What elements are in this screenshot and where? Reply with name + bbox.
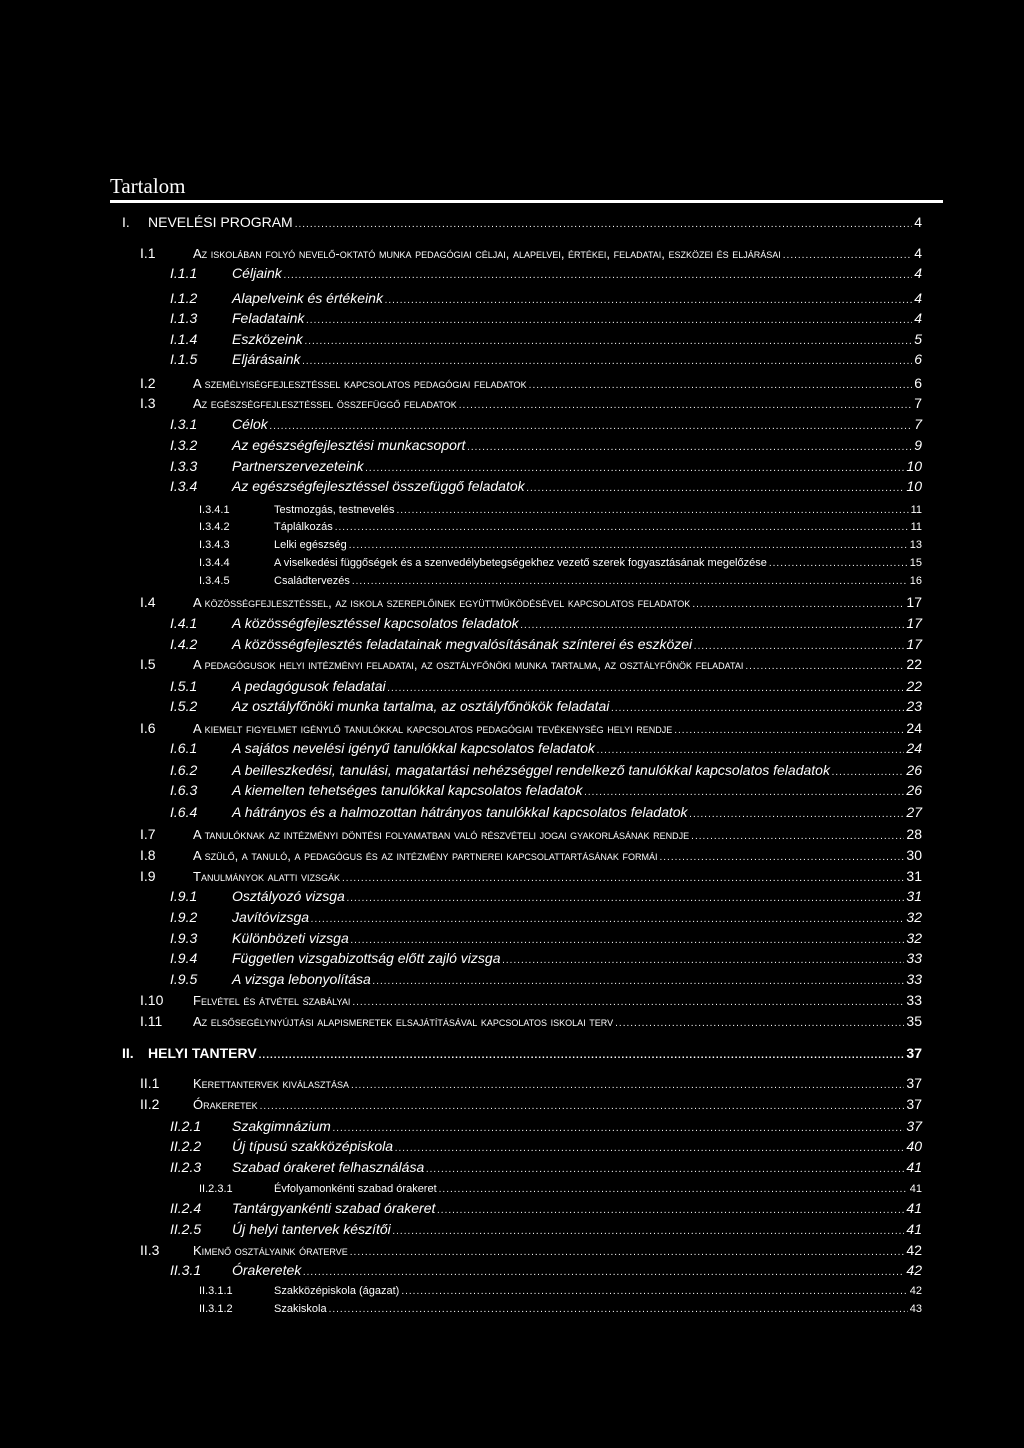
toc-entry-page: 22 xyxy=(906,678,922,694)
toc-entry-title: Partnerszervezeteink xyxy=(232,458,364,474)
toc-entry-title: Új helyi tantervek készítői xyxy=(232,1221,391,1237)
toc-entry-number: I.1.5 xyxy=(170,351,198,367)
toc-dot-leader xyxy=(521,616,905,636)
toc-entry[interactable] xyxy=(140,845,922,865)
toc-entry-title: Testmozgás, testnevelés xyxy=(274,504,395,516)
toc-entry-number: I.3.4 xyxy=(170,478,198,494)
toc-entry[interactable] xyxy=(122,1043,922,1063)
toc-entry-page: 16 xyxy=(909,575,922,587)
toc-dot-leader xyxy=(611,699,904,719)
toc-entry-page: 4 xyxy=(914,265,922,281)
toc-dot-leader xyxy=(352,572,908,592)
toc-entry[interactable] xyxy=(140,866,922,886)
toc-entry-title: A hátrányos és a halmozottan hátrányos tanulókkal kapcsolatos feladatok xyxy=(232,804,688,820)
toc-entry-number: I.10 xyxy=(140,992,164,1008)
toc-dot-leader xyxy=(329,1300,908,1320)
toc-entry-number: II.2.1 xyxy=(170,1118,202,1134)
toc-entry[interactable] xyxy=(170,907,922,927)
toc-entry[interactable] xyxy=(170,696,922,716)
toc-entry[interactable] xyxy=(199,1299,922,1319)
toc-entry-title: A vizsga lebonyolítása xyxy=(232,971,371,987)
toc-entry[interactable] xyxy=(170,928,922,948)
toc-dot-leader xyxy=(295,215,913,235)
toc-entry[interactable] xyxy=(170,1157,922,1177)
toc-entry-title: A beilleszkedési, tanulási, magatartási nehézséggel rendelkező tanulókkal kapcsolatos feladatok xyxy=(232,762,830,778)
toc-dot-leader xyxy=(437,1201,904,1221)
toc-entry-title: Kimenő osztályaink óraterve xyxy=(193,1243,348,1258)
toc-entry-number: I.7 xyxy=(140,826,156,842)
toc-entry-page: 13 xyxy=(909,539,922,551)
toc-entry-title: Célok xyxy=(232,416,268,432)
toc-entry-title: Tanulmányok alatti vizsgák xyxy=(193,869,341,884)
toc-entry[interactable] xyxy=(140,373,922,393)
toc-entry-number: I.6.4 xyxy=(170,804,198,820)
toc-dot-leader xyxy=(395,1139,904,1159)
toc-entry-page: 42 xyxy=(906,1242,922,1258)
toc-entry-number: I.4 xyxy=(140,594,156,610)
toc-entry-title: Szakiskola xyxy=(274,1303,327,1315)
toc-entry-page: 27 xyxy=(906,804,922,820)
toc-entry[interactable] xyxy=(140,990,922,1010)
toc-entry-title: Új típusú szakközépiskola xyxy=(232,1138,394,1154)
toc-dot-leader xyxy=(284,266,912,286)
toc-entry-title: Szakgimnázium xyxy=(232,1118,331,1134)
toc-entry[interactable] xyxy=(170,886,922,906)
toc-entry-title: Az egészségfejlesztési munkacsoport xyxy=(232,437,466,453)
toc-entry[interactable] xyxy=(170,349,922,369)
toc-entry-number: I.5.2 xyxy=(170,698,198,714)
toc-entry-number: I.9.3 xyxy=(170,930,198,946)
toc-entry[interactable] xyxy=(140,654,922,674)
toc-entry-title: Az egészségfejlesztéssel összefüggő feladatok xyxy=(232,478,525,494)
toc-entry-number: I.1.3 xyxy=(170,310,198,326)
toc-entry-page: 17 xyxy=(906,615,922,631)
toc-entry-number: II.2.2 xyxy=(170,1138,202,1154)
toc-entry-number: II. xyxy=(122,1045,134,1061)
toc-entry-number: I.1.2 xyxy=(170,290,198,306)
toc-entry-number: I.9.5 xyxy=(170,971,198,987)
toc-entry-page: 11 xyxy=(910,504,922,516)
toc-entry-page: 22 xyxy=(906,656,922,672)
toc-entry-number: I.5.1 xyxy=(170,678,198,694)
toc-dot-leader xyxy=(584,783,904,803)
toc-entry-number: I.6.1 xyxy=(170,740,198,756)
toc-entry-page: 4 xyxy=(914,214,922,230)
toc-entry-title: Feladataink xyxy=(232,310,305,326)
toc-entry-number: I.9.2 xyxy=(170,909,198,925)
toc-entry-number: I.3.4.5 xyxy=(199,575,230,587)
toc-entry[interactable] xyxy=(140,393,922,413)
toc-dot-leader xyxy=(691,827,904,847)
toc-entry-page: 17 xyxy=(906,594,922,610)
toc-entry-page: 4 xyxy=(914,245,922,261)
toc-entry[interactable] xyxy=(170,1219,922,1239)
toc-entry-title: Órakeretek xyxy=(193,1097,258,1112)
toc-entry-page: 41 xyxy=(906,1159,922,1175)
toc-dot-leader xyxy=(459,396,912,416)
toc-entry[interactable] xyxy=(140,1011,922,1031)
toc-dot-leader xyxy=(311,910,904,930)
toc-entry-title: Az iskolában folyó nevelő-oktató munka pedagógiai céljai, alapelvei, értékei, feladatai, eszközei és eljárásai xyxy=(193,246,781,261)
toc-entry-title: HELYI TANTERV xyxy=(148,1045,257,1061)
toc-entry-number: I.6 xyxy=(140,720,156,736)
toc-entry-page: 24 xyxy=(906,720,922,736)
toc-entry-title: A szülő, a tanuló, a pedagógus és az intézmény partnerei kapcsolattartásának formái xyxy=(193,848,658,863)
toc-entry-page: 33 xyxy=(906,971,922,987)
toc-entry-page: 11 xyxy=(910,521,922,533)
toc-dot-leader xyxy=(259,1046,905,1066)
toc-entry-page: 37 xyxy=(906,1075,922,1091)
toc-entry-title: A kiemelten tehetséges tanulókkal kapcsolatos feladatok xyxy=(232,782,583,798)
toc-entry[interactable] xyxy=(170,414,922,434)
toc-entry-number: II.1 xyxy=(140,1075,160,1091)
toc-dot-leader xyxy=(597,741,904,761)
toc-entry-page: 41 xyxy=(906,1200,922,1216)
toc-dot-leader xyxy=(439,1180,908,1200)
toc-entry-title: A viselkedési függőségek és a szenvedélybetegségekhez vezető szerek fogyasztásának megelőzése xyxy=(274,557,767,569)
toc-entry[interactable] xyxy=(199,1179,922,1199)
toc-entry-number: II.3.1.1 xyxy=(199,1285,233,1297)
toc-dot-leader xyxy=(467,438,912,458)
toc-entry-number: II.2.5 xyxy=(170,1221,202,1237)
toc-entry[interactable] xyxy=(170,802,922,822)
toc-entry-page: 37 xyxy=(906,1118,922,1134)
toc-entry[interactable] xyxy=(170,1116,922,1136)
toc-entry-number: I.3.4.1 xyxy=(199,504,230,516)
toc-entry[interactable] xyxy=(170,329,922,349)
toc-dot-leader xyxy=(260,1097,905,1117)
toc-entry-page: 37 xyxy=(906,1096,922,1112)
toc-entry-page: 6 xyxy=(914,351,922,367)
toc-dot-leader xyxy=(690,805,905,825)
page-title: Tartalom xyxy=(110,174,186,198)
toc-entry-page: 9 xyxy=(914,437,922,453)
toc-entry-title: Órakeretek xyxy=(232,1262,302,1278)
toc-entry-page: 6 xyxy=(914,375,922,391)
toc-entry[interactable] xyxy=(170,613,922,633)
toc-entry-number: I.3.4.4 xyxy=(199,557,230,569)
toc-entry-page: 28 xyxy=(906,826,922,842)
toc-entry-page: 33 xyxy=(906,950,922,966)
toc-entry-page: 23 xyxy=(906,698,922,714)
toc-entry-number: I.9.4 xyxy=(170,950,198,966)
toc-entry-title: Alapelveink és értékeink xyxy=(232,290,383,306)
toc-dot-leader xyxy=(527,479,905,499)
toc-entry-title: Szabad órakeret felhasználása xyxy=(232,1159,425,1175)
toc-entry-page: 35 xyxy=(906,1013,922,1029)
toc-entry-page: 31 xyxy=(906,888,922,904)
toc-entry-number: I.5 xyxy=(140,656,156,672)
toc-entry-page: 26 xyxy=(906,762,922,778)
toc-entry-number: I. xyxy=(122,214,130,230)
toc-entry[interactable] xyxy=(199,535,922,555)
toc-entry[interactable] xyxy=(199,1281,922,1301)
toc-entry[interactable] xyxy=(170,634,922,654)
toc-dot-leader xyxy=(615,1014,904,1034)
toc-entry[interactable] xyxy=(170,738,922,758)
toc-entry-title: A pedagógusok helyi intézményi feladatai, az osztályfőnöki munka tartalma, az osztályfőnök feladatai xyxy=(193,657,744,672)
toc-entry-page: 30 xyxy=(906,847,922,863)
toc-entry-page: 10 xyxy=(906,458,922,474)
toc-dot-leader xyxy=(373,972,905,992)
toc-entry-number: I.4.2 xyxy=(170,636,198,652)
toc-entry-page: 4 xyxy=(914,310,922,326)
toc-entry-page: 10 xyxy=(906,478,922,494)
toc-entry-page: 37 xyxy=(906,1045,922,1061)
toc-dot-leader xyxy=(270,417,912,437)
toc-entry-title: A személyiségfejlesztéssel kapcsolatos pedagógiai feladatok xyxy=(193,376,527,391)
toc-entry-number: I.6.2 xyxy=(170,762,198,778)
toc-entry[interactable] xyxy=(140,1094,922,1114)
toc-entry-number: I.3.4.3 xyxy=(199,539,230,551)
toc-dot-leader xyxy=(347,889,905,909)
toc-entry-page: 43 xyxy=(909,1303,922,1315)
toc-entry[interactable] xyxy=(170,1260,922,1280)
toc-entry-title: Az osztályfőnöki munka tartalma, az osztályfőnökök feladatai xyxy=(232,698,610,714)
toc-dot-leader xyxy=(303,1263,904,1283)
toc-dot-leader xyxy=(351,1076,904,1096)
toc-dot-leader xyxy=(302,352,912,372)
toc-entry-number: II.3.1.2 xyxy=(199,1303,233,1315)
toc-entry-number: I.3.1 xyxy=(170,416,198,432)
toc-entry-number: II.3 xyxy=(140,1242,160,1258)
toc-entry-number: II.3.1 xyxy=(170,1262,202,1278)
toc-entry-title: Javítóvizsga xyxy=(232,909,310,925)
toc-entry-number: I.1 xyxy=(140,245,156,261)
toc-entry[interactable] xyxy=(170,1198,922,1218)
toc-entry-title: A kiemelt figyelmet igénylő tanulókkal kapcsolatos pedagógiai tevékenység helyi rendje xyxy=(193,721,673,736)
toc-entry-number: II.2 xyxy=(140,1096,160,1112)
toc-entry-title: A közösségfejlesztéssel kapcsolatos feladatok xyxy=(232,615,519,631)
toc-entry[interactable] xyxy=(170,456,922,476)
toc-entry-page: 26 xyxy=(906,782,922,798)
toc-entry[interactable] xyxy=(140,1240,922,1260)
toc-entry-title: Eljárásaink xyxy=(232,351,301,367)
toc-entry[interactable] xyxy=(170,435,922,455)
toc-entry-title: Független vizsgabizottság előtt zajló vizsga xyxy=(232,950,501,966)
toc-entry[interactable] xyxy=(170,948,922,968)
toc-entry-title: Osztályozó vizsga xyxy=(232,888,345,904)
toc-entry-number: I.11 xyxy=(140,1013,163,1029)
toc-entry-page: 41 xyxy=(906,1221,922,1237)
toc-entry-number: I.3 xyxy=(140,395,156,411)
toc-dot-leader xyxy=(659,848,904,868)
toc-entry-title: Évfolyamonkénti szabad órakeret xyxy=(274,1183,437,1195)
toc-entry[interactable] xyxy=(199,517,922,537)
toc-entry-page: 5 xyxy=(914,331,922,347)
toc-entry-page: 33 xyxy=(906,992,922,1008)
toc-entry[interactable] xyxy=(170,1136,922,1156)
toc-entry-title: A pedagógusok feladatai xyxy=(232,678,386,694)
toc-entry-title: A tanulóknak az intézményi döntési folyamatban való részvételi jogai gyakorlásának rendje xyxy=(193,827,690,842)
toc-entry[interactable] xyxy=(170,969,922,989)
toc-entry[interactable] xyxy=(199,571,922,591)
toc-entry-title: Lelki egészség xyxy=(274,539,347,551)
toc-entry-title: Felvétel és átvétel szabályai xyxy=(193,993,351,1008)
toc-entry-title: Kerettantervek kiválasztása xyxy=(193,1076,349,1091)
toc-entry-page: 41 xyxy=(909,1183,922,1195)
toc-entry[interactable] xyxy=(140,592,922,612)
toc-dot-leader xyxy=(393,1222,905,1242)
toc-entry-page: 7 xyxy=(914,395,922,411)
toc-entry[interactable] xyxy=(170,780,922,800)
toc-dot-leader xyxy=(306,311,912,331)
toc-entry-page: 32 xyxy=(906,930,922,946)
toc-entry-page: 24 xyxy=(906,740,922,756)
toc-dot-leader xyxy=(502,951,904,971)
toc-entry-title: A sajátos nevelési igényű tanulókkal kapcsolatos feladatok xyxy=(232,740,595,756)
toc-entry-number: I.1.1 xyxy=(170,265,198,281)
toc-entry-title: Az egészségfejlesztéssel összefüggő feladatok xyxy=(193,396,457,411)
toc-entry-number: I.9.1 xyxy=(170,888,198,904)
toc-entry[interactable] xyxy=(122,212,922,232)
toc-entry-title: Céljaink xyxy=(232,265,282,281)
toc-entry-page: 4 xyxy=(914,290,922,306)
toc-entry[interactable] xyxy=(170,288,922,308)
toc-entry-title: Tantárgyankénti szabad órakeret xyxy=(232,1200,436,1216)
toc-entry-title: Táplálkozás xyxy=(274,521,333,533)
toc-entry[interactable] xyxy=(170,760,922,780)
toc-entry[interactable] xyxy=(199,553,922,573)
toc-entry-number: I.8 xyxy=(140,847,156,863)
toc-entry[interactable] xyxy=(170,308,922,328)
toc-entry-number: I.3.4.2 xyxy=(199,521,230,533)
toc-entry-page: 42 xyxy=(909,1285,922,1297)
toc-entry-page: 32 xyxy=(906,909,922,925)
toc-entry-page: 31 xyxy=(906,868,922,884)
toc-entry[interactable] xyxy=(170,476,922,496)
toc-entry-title: A közösségfejlesztéssel, az iskola szereplőinek együttműködésével kapcsolatos feladatok xyxy=(193,595,691,610)
toc-entry-page: 15 xyxy=(909,557,922,569)
toc-entry-title: Eszközeink xyxy=(232,331,303,347)
toc-entry-number: I.9 xyxy=(140,868,156,884)
toc-entry-number: I.3.3 xyxy=(170,458,198,474)
toc-entry-page: 17 xyxy=(906,636,922,652)
toc-entry-number: II.2.3.1 xyxy=(199,1183,233,1195)
toc-entry-page: 40 xyxy=(906,1138,922,1154)
toc-entry-number: II.2.4 xyxy=(170,1200,202,1216)
toc-entry-page: 42 xyxy=(906,1262,922,1278)
toc-entry-title: A közösségfejlesztés feladatainak megvalósításának színterei és eszközei xyxy=(232,636,693,652)
toc-entry-title: Szakközépiskola (ágazat) xyxy=(274,1285,400,1297)
toc-entry-number: I.6.3 xyxy=(170,782,198,798)
toc-dot-leader xyxy=(692,595,904,615)
toc-entry-number: II.2.3 xyxy=(170,1159,202,1175)
toc-entry-title: NEVELÉSI PROGRAM xyxy=(148,214,293,230)
toc-entry-title: Különbözeti vizsga xyxy=(232,930,349,946)
toc-entry[interactable] xyxy=(140,1073,922,1093)
toc-entry[interactable] xyxy=(170,263,922,283)
toc-entry-number: I.2 xyxy=(140,375,156,391)
toc-entry-title: Családtervezés xyxy=(274,575,350,587)
toc-entry-page: 7 xyxy=(914,416,922,432)
toc-entry-number: I.4.1 xyxy=(170,615,198,631)
toc-entry[interactable] xyxy=(170,676,922,696)
toc-entry-number: I.3.2 xyxy=(170,437,198,453)
toc-entry[interactable] xyxy=(140,243,922,263)
toc-dot-leader xyxy=(745,657,904,677)
toc-dot-leader xyxy=(426,1160,904,1180)
toc-entry[interactable] xyxy=(140,718,922,738)
toc-entry[interactable] xyxy=(140,824,922,844)
toc-entry-number: I.1.4 xyxy=(170,331,198,347)
toc-entry-title: Az elsősegélynyújtási alapismeretek elsajátításával kapcsolatos iskolai terv xyxy=(193,1014,614,1029)
toc-dot-leader xyxy=(352,993,904,1013)
